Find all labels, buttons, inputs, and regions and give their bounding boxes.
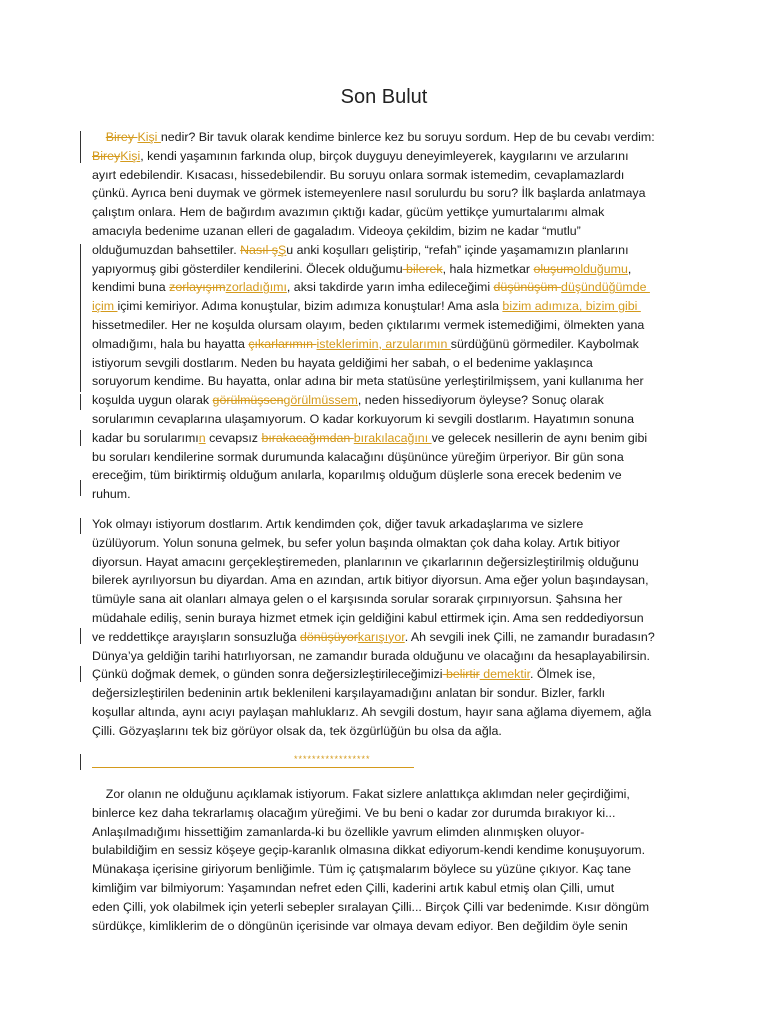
- text-run: Zor olanın ne olduğunu açıklamak istiyorum. Fakat sizlere anlattıkça aklımdan neler geçirdiğimi,: [92, 787, 630, 801]
- text-run: müdahale ediliş, senin buraya hizmet etmek için geldiğini kabul ettirmek için. Ama sen reddediyorsun: [92, 610, 644, 625]
- text-line: [92, 609, 682, 628]
- inserted-text: Kişi: [137, 130, 161, 144]
- deleted-text: görülmüşsen: [212, 393, 284, 408]
- inserted-text: içim: [92, 299, 118, 314]
- change-bar: [80, 480, 81, 496]
- change-bar: [80, 628, 81, 644]
- change-bar: [80, 131, 81, 163]
- text-run: . Ölmek ise,: [530, 667, 596, 682]
- text-run: Yok olmayı istiyorum dostlarım. Artık kendimden çok, diğer tavuk arkadaşlarıma ve sizlere: [92, 517, 584, 531]
- inserted-text: zorladığımı: [225, 280, 287, 295]
- inserted-text: olduğumu: [573, 261, 628, 276]
- text-run: bu soruları kendilerine sormak durumunda kalacağını düşününce yüreğim ürperiyor. Bir gün sona: [92, 449, 624, 464]
- text-run: kimliğim var bilmiyorum: Yaşamından nefret eden Çilli, kaderini artık kabul etmiş olan Çilli, umut: [92, 880, 615, 895]
- deleted-text: bilerek: [402, 261, 443, 276]
- text-line: [92, 628, 682, 647]
- text-run: Dünya’ya geldiğin tarihi hatırlıyorsan, ne zamandır burada olduğunu ve olacağını da hesaplayabilirsin.: [92, 648, 650, 663]
- inserted-text: karışıyor: [357, 629, 405, 644]
- text-run: soruyorum kendime. Bu hayatta, onlar adına bir meta statüsüne yerleştirilmişsem, yani kullanıma her: [92, 374, 644, 389]
- text-line: [92, 590, 682, 609]
- text-line: [92, 354, 682, 373]
- text-run: olmadığımı, hala bu hayatta: [92, 336, 249, 351]
- text-run: olduğumuzdan bahsettiler.: [92, 242, 241, 257]
- text-run: , hala hizmetkar: [442, 261, 534, 276]
- text-run: , neden hissediyorum öyleyse? Sonuç olarak: [357, 393, 604, 408]
- text-run: çalıştım onlara. Hem de bağırdım avazımın çıktığı kadar, gücüm yettikçe yumurtalarımı almak: [92, 205, 605, 220]
- text-line: [92, 665, 682, 684]
- text-run: koşullar altında, aynı acıyı paylaşan mahluklarız. Ah sevgili dostum, hayır sana ağlama diyemem, ağla: [92, 704, 652, 719]
- text-run: kadar bu sorularımı: [92, 430, 199, 445]
- inserted-text: isteklerimin, arzularımın: [316, 336, 451, 351]
- text-run: hissetmediler. Her ne koşulda olursam olayım, beden çıktılarımı vermek istemediğimi, ölmekten yana: [92, 317, 645, 332]
- text-run: cevapsız: [205, 430, 262, 445]
- text-line: [92, 841, 682, 860]
- text-run: Çünkü doğmak demek, o günden sonra değersizleştirileceğimizi: [92, 667, 443, 682]
- text-line: [92, 647, 682, 666]
- text-run: ereceğim, tüm biriktirmiş olduğum anılarla, koparılmış olduğum düşlerle sona erecek bedenim ve: [92, 468, 622, 483]
- text-run: değersizleştirilen bedeninin artık beklenileni karşılayamadığını anlatan bir sondur. Bizler, farklı: [92, 686, 606, 701]
- inserted-text: demektir: [479, 667, 531, 682]
- deleted-text: bırakacağımdan: [261, 430, 354, 445]
- inserted-text: bizim adımıza, bizim gibi: [502, 299, 641, 314]
- text-line: [92, 128, 682, 147]
- separator-stars: *****************: [294, 754, 371, 764]
- text-line: [92, 410, 682, 429]
- text-line: [92, 722, 682, 741]
- separator-line: [92, 767, 414, 768]
- text-line: [92, 278, 682, 297]
- text-run: Çilli. Gözyaşlarını tek biz görüyor olsak da, tek özgürlüğün bu olsa da ağla.: [92, 723, 502, 738]
- text-line: [92, 703, 682, 722]
- text-line: [92, 335, 682, 354]
- text-line: [92, 684, 682, 703]
- page-title: Son Bulut: [340, 86, 428, 108]
- text-run: çünkü. Ayrıca beni duymak ve görmek istemeyenlere nasıl sorulurdu bu soru? İlk başlarda anlatmaya: [92, 186, 646, 201]
- text-line: [92, 534, 682, 553]
- text-run: üzülüyorum. Yolun sonuna gelmek, bu sefer yolun başında olmaktan çok daha kolay. Artık bitiyor: [92, 535, 621, 550]
- text-run: nedir? Bir tavuk olarak kendime binlerce kez bu soruyu sordum. Hep de bu cevabı verdim:: [160, 130, 655, 144]
- text-run: istiyorum sevgili dostlarım. Neden bu hayata geldiğimi her sabah, o el bedenime yaklaşınca: [92, 355, 593, 370]
- text-line: [92, 823, 682, 842]
- text-run: u anki koşulları geliştirip, “refah” içinde yaşamamızın planlarını: [286, 242, 629, 257]
- deleted-text: Birey: [105, 130, 138, 144]
- paragraph-1: [92, 128, 682, 504]
- text-line: [92, 316, 682, 335]
- deleted-text: dönüşüyor: [300, 629, 358, 644]
- paragraph-2: [92, 515, 682, 741]
- text-line: [92, 260, 682, 279]
- change-bar: [80, 666, 81, 682]
- text-line: [92, 448, 682, 467]
- text-line: [92, 898, 682, 917]
- text-line: [92, 184, 682, 203]
- text-run: bulabildiğim en sessiz köşeye geçip-karanlık olmasına dikkat ediyorum-kendi kendime konuşuyorum.: [92, 843, 646, 858]
- text-line: [92, 879, 682, 898]
- deleted-text: Nasıl ş: [240, 242, 278, 257]
- text-run: amacıyla bedenime uzanan elleri de gagaladım. Videoya çekildim, bizim ne kadar “mutlu”: [92, 223, 581, 238]
- text-run: [92, 130, 106, 144]
- text-run: bilerek ayrılıyorsun bu diyardan. Ama en azından, artık bitiyor diyorsun. Ama eğer yolun başındaysan,: [92, 573, 649, 588]
- paragraph-3: [92, 785, 682, 935]
- inserted-text: düşündüğümde: [561, 280, 650, 295]
- text-run: sürdükçe, kimliklerim de o döngünün içerisinde var olmaya devam ediyor. Ben değildim öyle senin: [92, 918, 628, 933]
- change-bar: [80, 430, 81, 446]
- text-run: . Ah sevgili inek Çilli, ne zamandır buradasın?: [404, 629, 655, 644]
- text-run: , aksi takdirde yarın imha edileceğimi: [286, 280, 494, 295]
- text-line: [92, 429, 682, 448]
- deleted-text: zorlayışım: [169, 280, 226, 295]
- inserted-text: görülmüssem: [283, 393, 358, 408]
- text-run: koşulda uygun olarak: [92, 393, 213, 408]
- change-bar: [80, 754, 81, 770]
- inserted-text: Ş: [277, 242, 287, 257]
- text-run: binlerce kez daha tekrarlamış olacağım yüreğimi. Ve bu beni o kadar zor durumda bırakıyor ki...: [92, 805, 616, 820]
- inserted-text: Kişi: [120, 148, 141, 163]
- text-line: [92, 297, 682, 316]
- text-run: sorularımın cevaplarına ulaşamıyorum. O kadar korkuyorum ki sevgili dostlarım. Hayatımın sonuna: [92, 411, 634, 426]
- text-run: Anlaşılmadığımı hissettiğim zamanlarda-ki bu özellikle yavrum elimden alınmışken oluyor-: [92, 824, 585, 839]
- text-line: [92, 203, 682, 222]
- change-bar: [80, 394, 81, 410]
- inserted-text: bırakılacağını: [353, 430, 432, 445]
- text-run: sürdüğünü görmediler. Kaybolmak: [450, 336, 639, 351]
- deleted-text: belirtir: [442, 667, 480, 682]
- text-run: tümüyle sana ait olanları almaya gelen o el karşısında sorular sorarak çırpınıyorsun. Şahsına her: [92, 592, 623, 607]
- text-line: [92, 391, 682, 410]
- text-run: ve gelecek nesillerin de aynı benim gibi: [431, 430, 648, 445]
- text-line: [92, 372, 682, 391]
- change-bar: [80, 244, 81, 392]
- deleted-text: çıkarlarımın: [248, 336, 317, 351]
- text-line: [92, 466, 682, 485]
- text-run: Münakaşa içerisine giriyorum benliğimle. Tüm iç çatışmalarım böylece su yüzüne çıkıyor. Kaç tane: [92, 862, 631, 877]
- text-line: [92, 241, 682, 260]
- text-line: [92, 785, 682, 804]
- text-run: ruhum.: [92, 487, 131, 502]
- text-run: eden Çilli, yok olabilmek için yeterli sebepler sıralayan Çilli... Birçok Çilli var bedenimde. Kısır döngüm: [92, 899, 650, 914]
- text-line: [92, 860, 682, 879]
- text-run: , kendi yaşamının farkında olup, birçok duyguyu deneyimleyerek, kaygılarını ve arzularını: [140, 148, 629, 163]
- text-line: [92, 147, 682, 166]
- text-run: içimi kemiriyor. Adıma konuştular, bizim adımıza konuştular! Ama asla: [117, 299, 503, 314]
- text-line: [92, 804, 682, 823]
- text-line: [92, 553, 682, 572]
- text-run: ,: [627, 261, 632, 276]
- change-bar: [80, 518, 81, 534]
- deleted-text: düşünüşüm: [493, 280, 562, 295]
- deleted-text: oluşum: [533, 261, 574, 276]
- text-line: [92, 222, 682, 241]
- text-run: diyorsun. Hayat amacını gerçekleştiremeden, planlarının ve çıkarlarının değersizleştirilmiş olduğunu: [92, 554, 639, 569]
- text-line: [92, 515, 682, 534]
- text-line: [92, 917, 682, 936]
- text-line: [92, 571, 682, 590]
- text-run: ayırt edebilendir. Kısacası, hissedebilendir. Bu soruyu onlara sormak istemedim, cevaplamazlardı: [92, 167, 625, 182]
- text-line: [92, 485, 682, 504]
- deleted-text: Birey: [92, 148, 121, 163]
- text-run: ve reddettikçe arayışların sonsuzluğa: [92, 629, 300, 644]
- inserted-text: n: [198, 430, 206, 445]
- text-run: kendimi buna: [92, 280, 170, 295]
- text-run: yapıyormuş gibi gösterdiler kendilerini. Ölecek olduğumu: [92, 261, 403, 276]
- text-line: [92, 166, 682, 185]
